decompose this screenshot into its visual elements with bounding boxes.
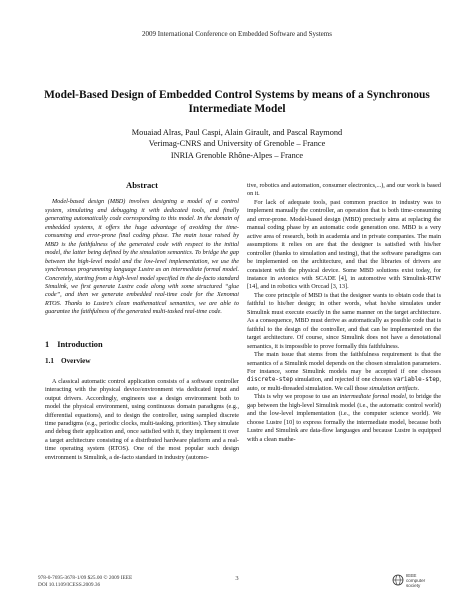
ieee-computer-society-logo: [392, 571, 442, 589]
affiliation-verimag: Verimag-CNRS and University of Grenoble – France: [148, 139, 326, 149]
left-column: [45, 181, 239, 462]
paper-title: Model-Based Design of Embedded Control Systems by means of a Synchronous Intermediate Model: [44, 89, 430, 115]
subsection-title: Overview: [60, 357, 91, 366]
intro-paragraph-4: The main issue that stems from the faithfulness requirement is that the semantics of a Simulink model depends on the chosen simulation parameters. For instance, some Simulink models may be accepted if one chooses discrete-step simulation, and rejected if one chooses variable-step, auto, or multi-threaded simulation. We call those simulation artifacts.: [247, 351, 441, 392]
page-number: 3: [235, 575, 239, 582]
author-block: [40, 127, 434, 161]
intro-paragraph-2: For lack of adequate tools, past common practice in industry was to implement manually the controller, an operation that is both time-consuming and error-prone. Model-based design (MBD) precisely aims at replacing the manual coding phase by an automatic code generation one. MBD is a very active area of research, both in academia and in private companies. The main assumptions it relies on are that the designer is satisfied with his/her controller (thanks to simulation and testing), that the software paradigms can be implemented on the architecture, and that the libraries of drivers are consistent with the physical device. Some MBD solutions exist today, for instance in avionics with SCADE [4], in automotive with Simulink-RTW [14], and in robotics with Orccad [3, 13].: [247, 198, 441, 291]
code-variable-step: variable-step: [393, 377, 440, 384]
conference-header: 2009 International Conference on Embedded Software and Systems: [142, 30, 332, 38]
term-intermediate-formal-model: intermediate formal model: [339, 393, 406, 401]
code-discrete-step: discrete-step: [247, 377, 294, 384]
section-heading-introduction: [45, 341, 239, 349]
footer-isbn: 978-0-7695-3678-1/09 $25.00 © 2009 IEEE: [38, 575, 133, 581]
ieee-globe-icon: [392, 573, 404, 587]
intro-paragraph-5: This is why we propose to use an intermediate formal model, to bridge the gap between the high-level Simulink model (i.e., the automatic control world) and the low-level implementation (i.e., the computer science world). We choose Lustre [10] to express formally the intermediate model, because both Lustre and Simulink are data-flow languages and because Lustre is equipped with a clean mathe-: [247, 393, 441, 443]
affiliation-inria: INRIA Grenoble Rhône-Alpes – France: [170, 150, 304, 160]
section-title: Introduction: [57, 339, 103, 349]
right-column: [247, 182, 441, 444]
section-number: 1: [45, 339, 50, 349]
subsection-number: 1.1: [45, 357, 54, 366]
logo-text: IEEE computer society: [406, 572, 426, 588]
term-simulation-artifacts: simulation artifacts: [369, 384, 418, 392]
author-names: Mouaiad Alras, Paul Caspi, Alain Girault, and Pascal Raymond: [131, 128, 343, 137]
intro-paragraph-3: The core principle of MBD is that the designer wants to obtain code that is faithful to his/her design; in other words, what he/she simulates under Simulink must execute exactly in the same manner on the target architecture. As a consequence, MBD must derive as automatically as possible code that is faithful to the design of the controller, and that can be implemented on the target architecture. Of course, since Simulink does not have a denotational semantics, it is impossible to prove formally this faithfulness.: [247, 291, 441, 350]
abstract-heading: Abstract: [126, 180, 158, 190]
intro-paragraph-continued: tive, robotics and automation, consumer electronics,...), and our work is based on it.: [247, 182, 441, 198]
subsection-heading-overview: [45, 357, 239, 365]
footer-doi: DOI 10.1109/ICESS.2009.36: [38, 582, 101, 588]
abstract-text: Model-based design (MBD) involves designing a model of a control system, simulating and debugging it with dedicated tools, and finally generating automatically code corresponding to this model. In the domain of embedded systems, it offers the huge advantage of avoiding the time-consuming and error-prone final coding phase. The main issue raised by MBD is the faithfulness of the generated code with respect to the initial model, the latter being defined by the simulation semantics. To bridge the gap between the high-level model and the low-level implementation, we use the synchronous programming language Lustre as an intermediate formal model. Concretely, starting from a high-level model specified in the de-facto standard Simulink, we first generate Lustre code along with some structured “glue code”, and then we generate embedded real-time code for the Xenomai RTOS. Thanks to Lustre’s clean mathematical semantics, we are able to guarantee the faithfulness of the generated multi-tasked real-time code.: [45, 198, 239, 316]
intro-paragraph-1: A classical automatic control application consists of a software controller interacting with the physical device/environment via dedicated input and output drivers. Accordingly, engineers use a design environment both to model the physical environment, using continuous domain paradigms (e.g., differential equations), and to design the controller, using sampled discrete time paradigms (e.g., periodic clocks, multi-tasking, priorities). They simulate and debug their application and, once satisfied with it, they implement it over a target architecture consisting of a distributed hardware platform and a real-time operating system (RTOS). One of the most popular such design environment is Simulink, a de-facto standard in industry (automo-: [45, 377, 239, 461]
